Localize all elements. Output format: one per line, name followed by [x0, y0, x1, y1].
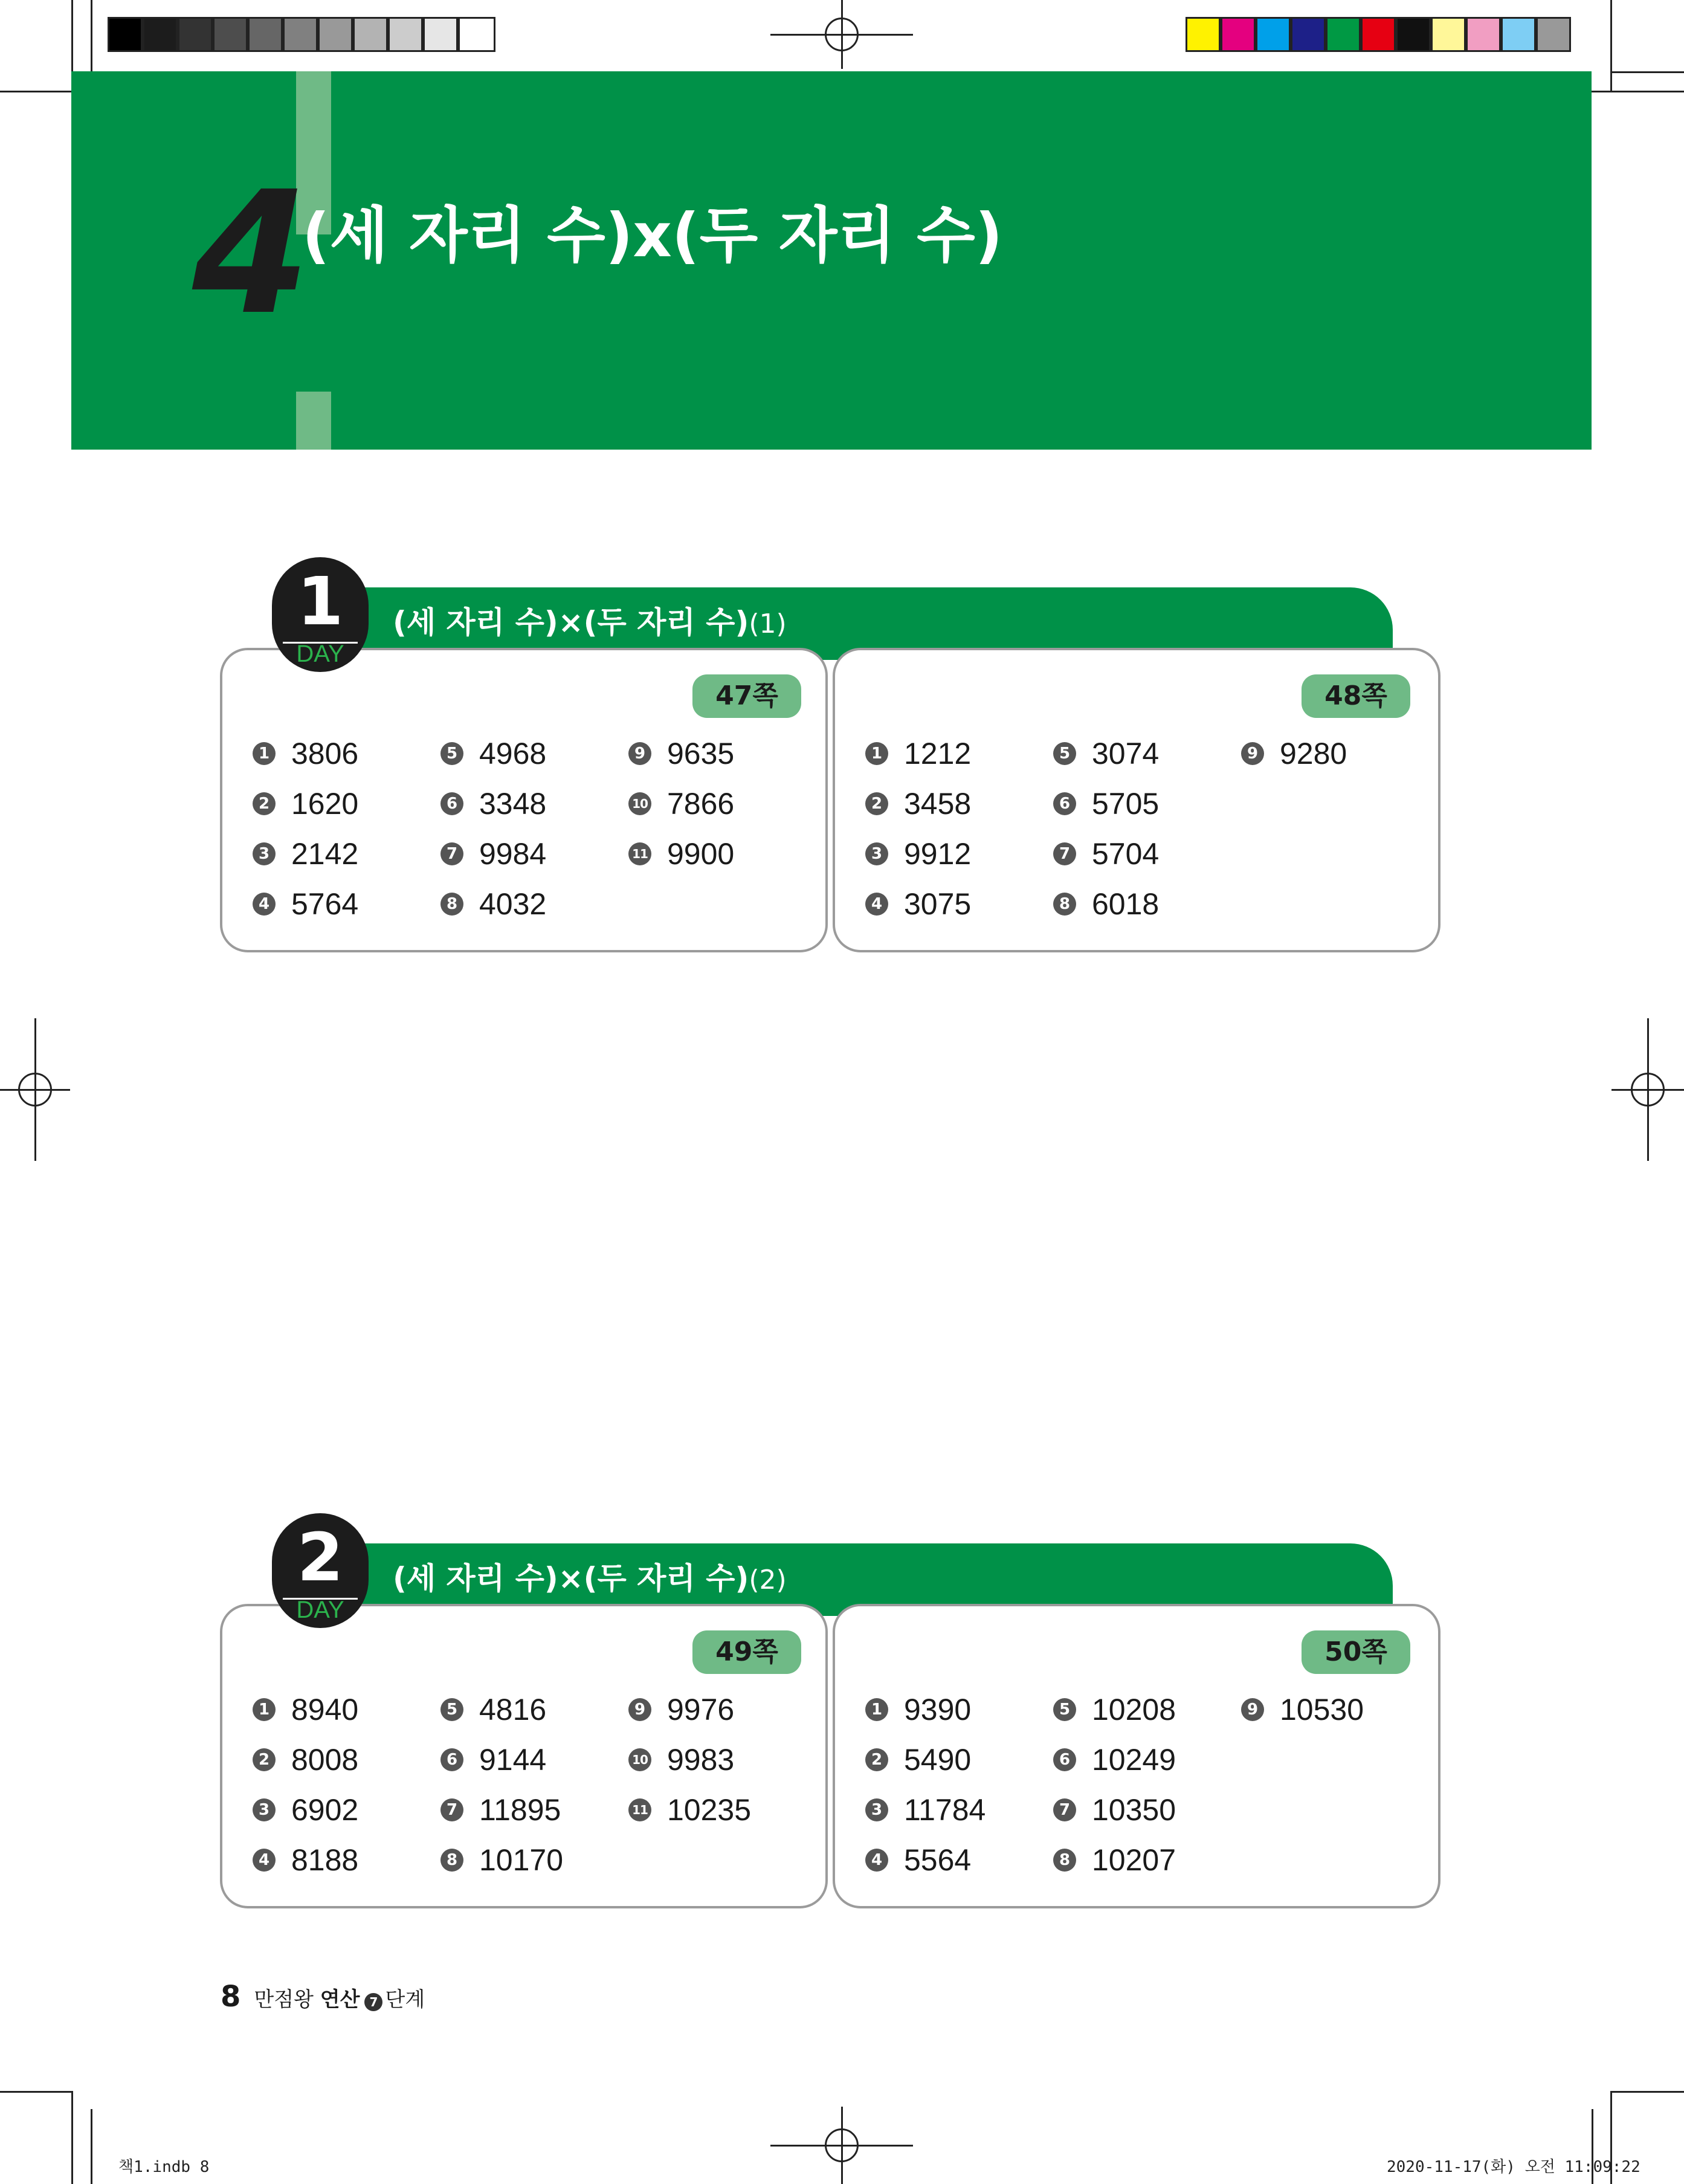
chapter-number: 4: [192, 155, 310, 352]
page-number: 8: [221, 1980, 241, 2014]
problem-number: 8: [440, 893, 463, 916]
chapter-title: (세 자리 수)x(두 자리 수): [302, 200, 1003, 271]
page-ref-badge: 47쪽: [692, 674, 801, 718]
answer-value: 3074: [1092, 737, 1160, 771]
problem-number: 5: [440, 1698, 463, 1721]
answer-value: 6902: [291, 1793, 359, 1827]
answer-value: 3075: [904, 887, 972, 921]
answer-value: 9983: [667, 1743, 735, 1777]
problem-number: 2: [253, 1748, 276, 1771]
color-swatch: [1536, 17, 1571, 52]
page-footer: [221, 1980, 425, 2014]
answer-item: [440, 786, 546, 821]
answer-value: 8940: [291, 1693, 359, 1727]
answer-item: [865, 1692, 971, 1727]
problem-number: 4: [253, 1849, 276, 1872]
answer-item: [253, 1742, 358, 1777]
answer-item: [1053, 1792, 1176, 1827]
page-ref-badge: 49쪽: [692, 1630, 801, 1674]
color-swatch: [1396, 17, 1431, 52]
answer-item: [1053, 786, 1159, 821]
level-badge: 7: [364, 1993, 382, 2011]
answer-value: 5704: [1092, 837, 1160, 871]
answer-value: 2142: [291, 837, 359, 871]
answer-item: [865, 1843, 971, 1878]
answer-value: 9280: [1280, 737, 1347, 771]
problem-number: 3: [253, 842, 276, 865]
answer-value: 9912: [904, 837, 972, 871]
color-swatch: [1256, 17, 1291, 52]
answer-panel-left: [220, 1604, 828, 1908]
problem-number: 8: [440, 1849, 463, 1872]
problem-number: 7: [440, 1798, 463, 1821]
day-section: [218, 557, 1450, 956]
answer-value: 9144: [479, 1743, 547, 1777]
problem-number: 5: [1053, 1698, 1076, 1721]
answer-item: [628, 1742, 734, 1777]
day-number: 1: [297, 563, 344, 640]
answer-value: 10350: [1092, 1793, 1176, 1827]
problem-number: 6: [440, 1748, 463, 1771]
answer-value: 5764: [291, 887, 359, 921]
answer-item: [1053, 1692, 1176, 1727]
answer-item: [253, 1792, 358, 1827]
answer-value: 9900: [667, 837, 735, 871]
problem-number: 9: [628, 1698, 651, 1721]
problem-number: 1: [865, 742, 888, 765]
book-title: [254, 1983, 425, 2012]
day-title-text: (세 자리 수)×(두 자리 수): [393, 605, 749, 640]
crop-mark: [1610, 2091, 1684, 2093]
answer-item: [440, 1792, 561, 1827]
answer-item: [865, 736, 971, 771]
gray-swatch: [458, 17, 495, 52]
answer-panel-left: [220, 648, 828, 952]
registration-line: [1647, 1018, 1649, 1161]
answer-value: 5564: [904, 1843, 972, 1877]
answer-panel-right: [833, 648, 1440, 952]
answer-item: [440, 736, 546, 771]
problem-number: 4: [865, 893, 888, 916]
crop-mark: [71, 0, 73, 71]
registration-line: [34, 1018, 36, 1161]
problem-number: 1: [253, 1698, 276, 1721]
answer-value: 4816: [479, 1693, 547, 1727]
answer-value: 8188: [291, 1843, 359, 1877]
answer-item: [628, 736, 734, 771]
problem-number: 3: [865, 1798, 888, 1821]
problem-number: 11: [628, 842, 651, 865]
crop-mark: [91, 0, 92, 71]
answer-value: 3348: [479, 787, 547, 821]
slug-date: 2020-11-17(화) 오전 11:09:22: [1387, 2158, 1640, 2176]
answer-item: [865, 1742, 971, 1777]
problem-number: 3: [865, 842, 888, 865]
answer-item: [1053, 836, 1159, 871]
answer-item: [253, 836, 358, 871]
page-ref-badge: 50쪽: [1302, 1630, 1410, 1674]
day-badge: [272, 1513, 369, 1628]
problem-number: 2: [865, 792, 888, 815]
answer-item: [253, 887, 358, 922]
gray-swatch: [353, 17, 388, 52]
answer-item: [1241, 1692, 1364, 1727]
problem-number: 9: [1241, 742, 1264, 765]
problem-number: 2: [253, 792, 276, 815]
answer-item: [865, 1792, 986, 1827]
problem-number: 8: [1053, 1849, 1076, 1872]
color-swatch: [1291, 17, 1326, 52]
gray-swatch: [248, 17, 283, 52]
answer-value: 11784: [904, 1793, 986, 1827]
answer-item: [253, 1692, 358, 1727]
answer-value: 9984: [479, 837, 547, 871]
problem-number: 5: [1053, 742, 1076, 765]
answer-item: [440, 887, 546, 922]
answer-value: 5490: [904, 1743, 972, 1777]
crop-mark: [0, 91, 73, 92]
gray-swatch: [318, 17, 353, 52]
answer-item: [1241, 736, 1347, 771]
answer-value: 4968: [479, 737, 547, 771]
crop-mark: [1610, 0, 1612, 91]
day-title: [393, 1554, 787, 1598]
answer-value: 5705: [1092, 787, 1160, 821]
color-swatch: [1326, 17, 1361, 52]
problem-number: 4: [253, 893, 276, 916]
answer-value: 3458: [904, 787, 972, 821]
answer-value: 10249: [1092, 1743, 1176, 1777]
problem-number: 2: [865, 1748, 888, 1771]
answer-item: [628, 1792, 751, 1827]
answer-item: [440, 836, 546, 871]
day-number: 2: [297, 1519, 344, 1596]
answer-panel-right: [833, 1604, 1440, 1908]
answer-item: [440, 1692, 546, 1727]
book-name: 연산: [320, 1988, 360, 2012]
banner-stripe-bottom: [296, 392, 331, 450]
answer-item: [628, 836, 734, 871]
gray-swatch: [178, 17, 213, 52]
answer-value: 10530: [1280, 1693, 1364, 1727]
problem-number: 5: [440, 742, 463, 765]
answer-item: [1053, 887, 1159, 922]
answer-value: 10208: [1092, 1693, 1176, 1727]
answer-value: 9635: [667, 737, 735, 771]
day-badge: [272, 557, 369, 672]
problem-number: 1: [865, 1698, 888, 1721]
problem-number: 6: [1053, 1748, 1076, 1771]
color-swatch: [1186, 17, 1221, 52]
answer-value: 7866: [667, 787, 735, 821]
answer-item: [1053, 736, 1159, 771]
answer-item: [865, 786, 971, 821]
answer-item: [628, 786, 734, 821]
day-title-part: (2): [749, 1565, 787, 1595]
problem-number: 9: [1241, 1698, 1264, 1721]
registration-line: [841, 2107, 843, 2184]
answer-value: 10235: [667, 1793, 752, 1827]
day-title-part: (1): [749, 609, 787, 639]
answer-value: 6018: [1092, 887, 1160, 921]
page-ref-badge: 48쪽: [1302, 674, 1410, 718]
answer-value: 4032: [479, 887, 547, 921]
color-swatch: [1221, 17, 1256, 52]
answer-value: 8008: [291, 1743, 359, 1777]
answer-value: 9390: [904, 1693, 972, 1727]
answer-item: [865, 836, 971, 871]
crop-mark: [1610, 71, 1684, 73]
problem-number: 7: [1053, 842, 1076, 865]
answer-item: [628, 1692, 734, 1727]
color-swatch: [1361, 17, 1396, 52]
color-swatch: [1466, 17, 1501, 52]
day-title: [393, 598, 787, 642]
gray-swatch: [283, 17, 318, 52]
level-suffix: 단계: [385, 1988, 425, 2012]
answer-value: 1620: [291, 787, 359, 821]
problem-number: 3: [253, 1798, 276, 1821]
crop-mark: [91, 2109, 92, 2184]
slug-file: 책1.indb 8: [118, 2158, 210, 2176]
problem-number: 10: [628, 1748, 651, 1771]
answer-item: [253, 1843, 358, 1878]
answer-item: [253, 786, 358, 821]
problem-number: 7: [1053, 1798, 1076, 1821]
color-swatch: [1431, 17, 1466, 52]
answer-value: 3806: [291, 737, 359, 771]
day-label: DAY: [296, 1597, 344, 1623]
problem-number: 10: [628, 792, 651, 815]
day-label: DAY: [296, 641, 344, 667]
answer-item: [440, 1843, 563, 1878]
gray-swatch: [423, 17, 458, 52]
answer-item: [253, 736, 358, 771]
answer-item: [1053, 1742, 1176, 1777]
problem-number: 6: [1053, 792, 1076, 815]
problem-number: 1: [253, 742, 276, 765]
gray-swatch: [143, 17, 178, 52]
color-swatch: [1501, 17, 1536, 52]
problem-number: 7: [440, 842, 463, 865]
answer-item: [1053, 1843, 1176, 1878]
answer-item: [865, 887, 971, 922]
gray-swatch: [108, 17, 143, 52]
gray-swatch: [388, 17, 423, 52]
answer-item: [440, 1742, 546, 1777]
answer-value: 11895: [479, 1793, 561, 1827]
gray-swatch: [213, 17, 248, 52]
answer-value: 1212: [904, 737, 972, 771]
answer-value: 10207: [1092, 1843, 1176, 1877]
problem-number: 11: [628, 1798, 651, 1821]
problem-number: 8: [1053, 893, 1076, 916]
problem-number: 9: [628, 742, 651, 765]
day-title-text: (세 자리 수)×(두 자리 수): [393, 1561, 749, 1596]
problem-number: 4: [865, 1849, 888, 1872]
registration-line: [841, 0, 843, 69]
book-prefix: 만점왕: [254, 1988, 314, 2012]
crop-mark: [1592, 91, 1684, 92]
answer-value: 9976: [667, 1693, 735, 1727]
answer-value: 10170: [479, 1843, 564, 1877]
crop-mark: [71, 2091, 73, 2184]
problem-number: 6: [440, 792, 463, 815]
crop-mark: [0, 2091, 71, 2093]
day-section: [218, 1513, 1450, 1912]
